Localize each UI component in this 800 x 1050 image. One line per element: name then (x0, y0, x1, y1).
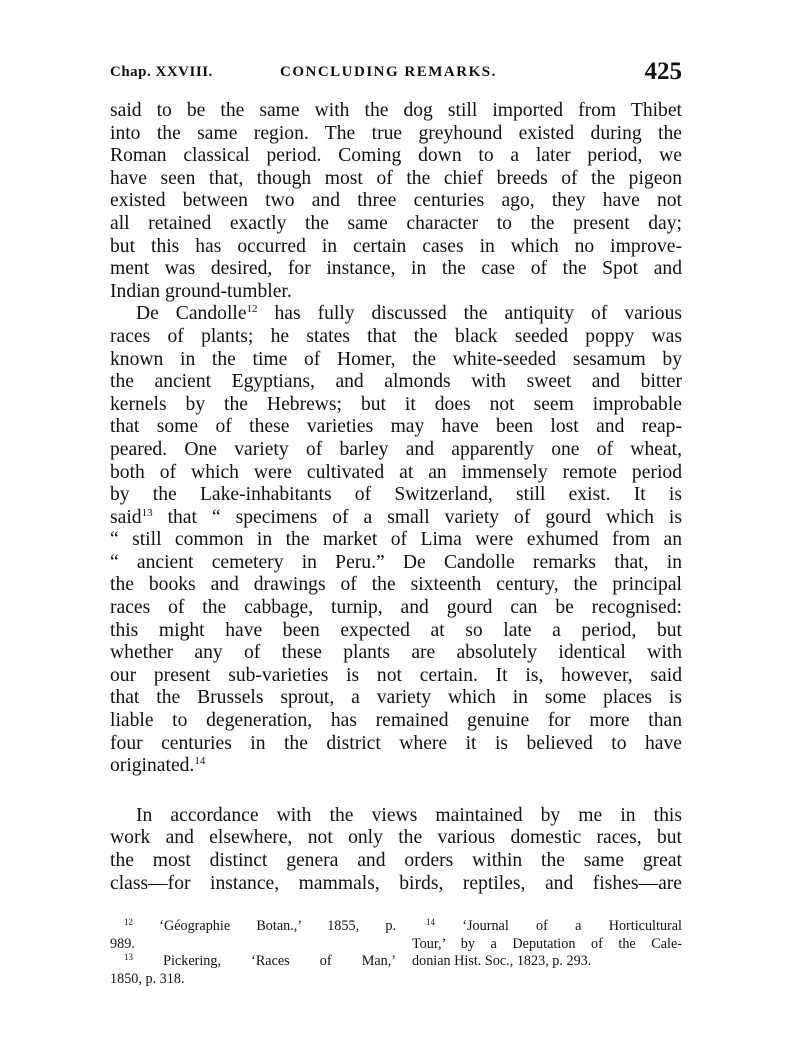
text-line: liable to degeneration, has remained genuine for more than (110, 710, 682, 732)
footnote-12 (110, 918, 396, 936)
text-line: four centuries in the district where it is believed to have (110, 732, 682, 754)
footnote-13 (110, 953, 396, 971)
section-break (110, 778, 682, 805)
footnote-text: ‘Journal of a Horticultural (462, 918, 682, 934)
text-line: class—for instance, mammals, birds, reptiles, and fishes—are (110, 872, 682, 894)
text-line: the books and drawings of the sixteenth century, the principal (110, 574, 682, 596)
running-head (110, 58, 682, 88)
text-line: both of which were cultivated at an immensely remote period (110, 461, 682, 483)
text-line: existed between two and three centuries ago, they have not (110, 190, 682, 212)
footnote-ref-12: 12 (246, 303, 258, 316)
footnotes-left-column (110, 918, 396, 988)
text-line: kernels by the Hebrews; but it does not seem improbable (110, 393, 682, 415)
text-line: known in the time of Homer, the white-seeded sesamum by (110, 348, 682, 370)
text-line (110, 755, 682, 778)
text-span: has fully discussed the antiquity of various (274, 303, 682, 325)
text-line: Roman classical period. Coming down to a later period, we (110, 145, 682, 167)
text-line: into the same region. The true greyhound existed during the (110, 122, 682, 144)
text-line: races of the cabbage, turnip, and gourd can be recognised: (110, 597, 682, 619)
footnote-14-cont: donian Hist. Soc., 1823, p. 293. (412, 953, 592, 969)
paragraph-3 (110, 805, 682, 895)
text-line (110, 303, 682, 326)
body-text (110, 100, 682, 895)
text-line: said to be the same with the dog still imported from Thibet (110, 100, 682, 121)
paragraph-2 (110, 303, 682, 777)
footnote-text: ‘Géographie Botan.,’ 1855, p. (159, 918, 396, 934)
footnote-ref-13: 13 (141, 506, 153, 519)
text-line: all retained exactly the same character to the present day; (110, 212, 682, 234)
text-line: “ still common in the market of Lima were exhumed from an (110, 529, 682, 551)
text-line: work and elsewhere, not only the various domestic races, but (110, 827, 682, 849)
text-span: that “ specimens of a small variety of gourd which is (167, 506, 682, 528)
text-line: ment was desired, for instance, in the case of the Spot and (110, 258, 682, 280)
text-line: the ancient Egyptians, and almonds with sweet and bitter (110, 371, 682, 393)
text-span: originated. (110, 755, 195, 777)
page-number: 425 (644, 58, 682, 85)
footnote-14 (412, 918, 682, 936)
text-line: races of plants; he states that the black seeded poppy was (110, 325, 682, 347)
text-line: but this has occurred in certain cases in which no improve- (110, 235, 682, 257)
text-line: In accordance with the views maintained by me in this (136, 804, 682, 826)
text-line: our present sub-varieties is not certain. It is, however, said (110, 664, 682, 686)
footnote-text: Pickering, ‘Races of Man,’ (163, 953, 396, 969)
footnotes (110, 918, 682, 998)
chapter-label: Chap. XXVIII. (110, 64, 213, 80)
footnote-ref-14: 14 (194, 755, 206, 768)
text-line: this might have been expected at so late a period, but (110, 619, 682, 641)
text-line: whether any of these plants are absolutely identical with (110, 642, 682, 664)
text-line: Indian ground-tumbler. (110, 280, 292, 302)
footnote-13-cont: 1850, p. 318. (110, 970, 185, 987)
text-line (110, 507, 682, 530)
footnote-mark: 12 (124, 917, 133, 927)
text-line: the most distinct genera and orders within the same great (110, 850, 682, 871)
text-span: said (110, 506, 142, 528)
running-title: CONCLUDING REMARKS. (280, 64, 497, 80)
text-line: that some of these varieties may have been lost and reap- (110, 416, 682, 438)
footnote-mark: 13 (124, 952, 133, 962)
text-span: De Candolle (136, 303, 247, 325)
text-line: have seen that, though most of the chief breeds of the pigeon (110, 167, 682, 189)
footnote-14-cont: Tour,’ by a Deputation of the Cale- (412, 935, 682, 952)
text-line: that the Brussels sprout, a variety which in some places is (110, 687, 682, 709)
paragraph-1 (110, 100, 682, 303)
footnote-mark: 14 (426, 917, 435, 927)
footnote-12-cont: 989. (110, 935, 135, 952)
text-line: by the Lake-inhabitants of Switzerland, still exist. It is (110, 484, 682, 506)
footnotes-right-column (412, 918, 682, 971)
text-line: “ ancient cemetery in Peru.” De Candolle remarks that, in (110, 551, 682, 573)
text-line: peared. One variety of barley and apparently one of wheat, (110, 438, 682, 460)
